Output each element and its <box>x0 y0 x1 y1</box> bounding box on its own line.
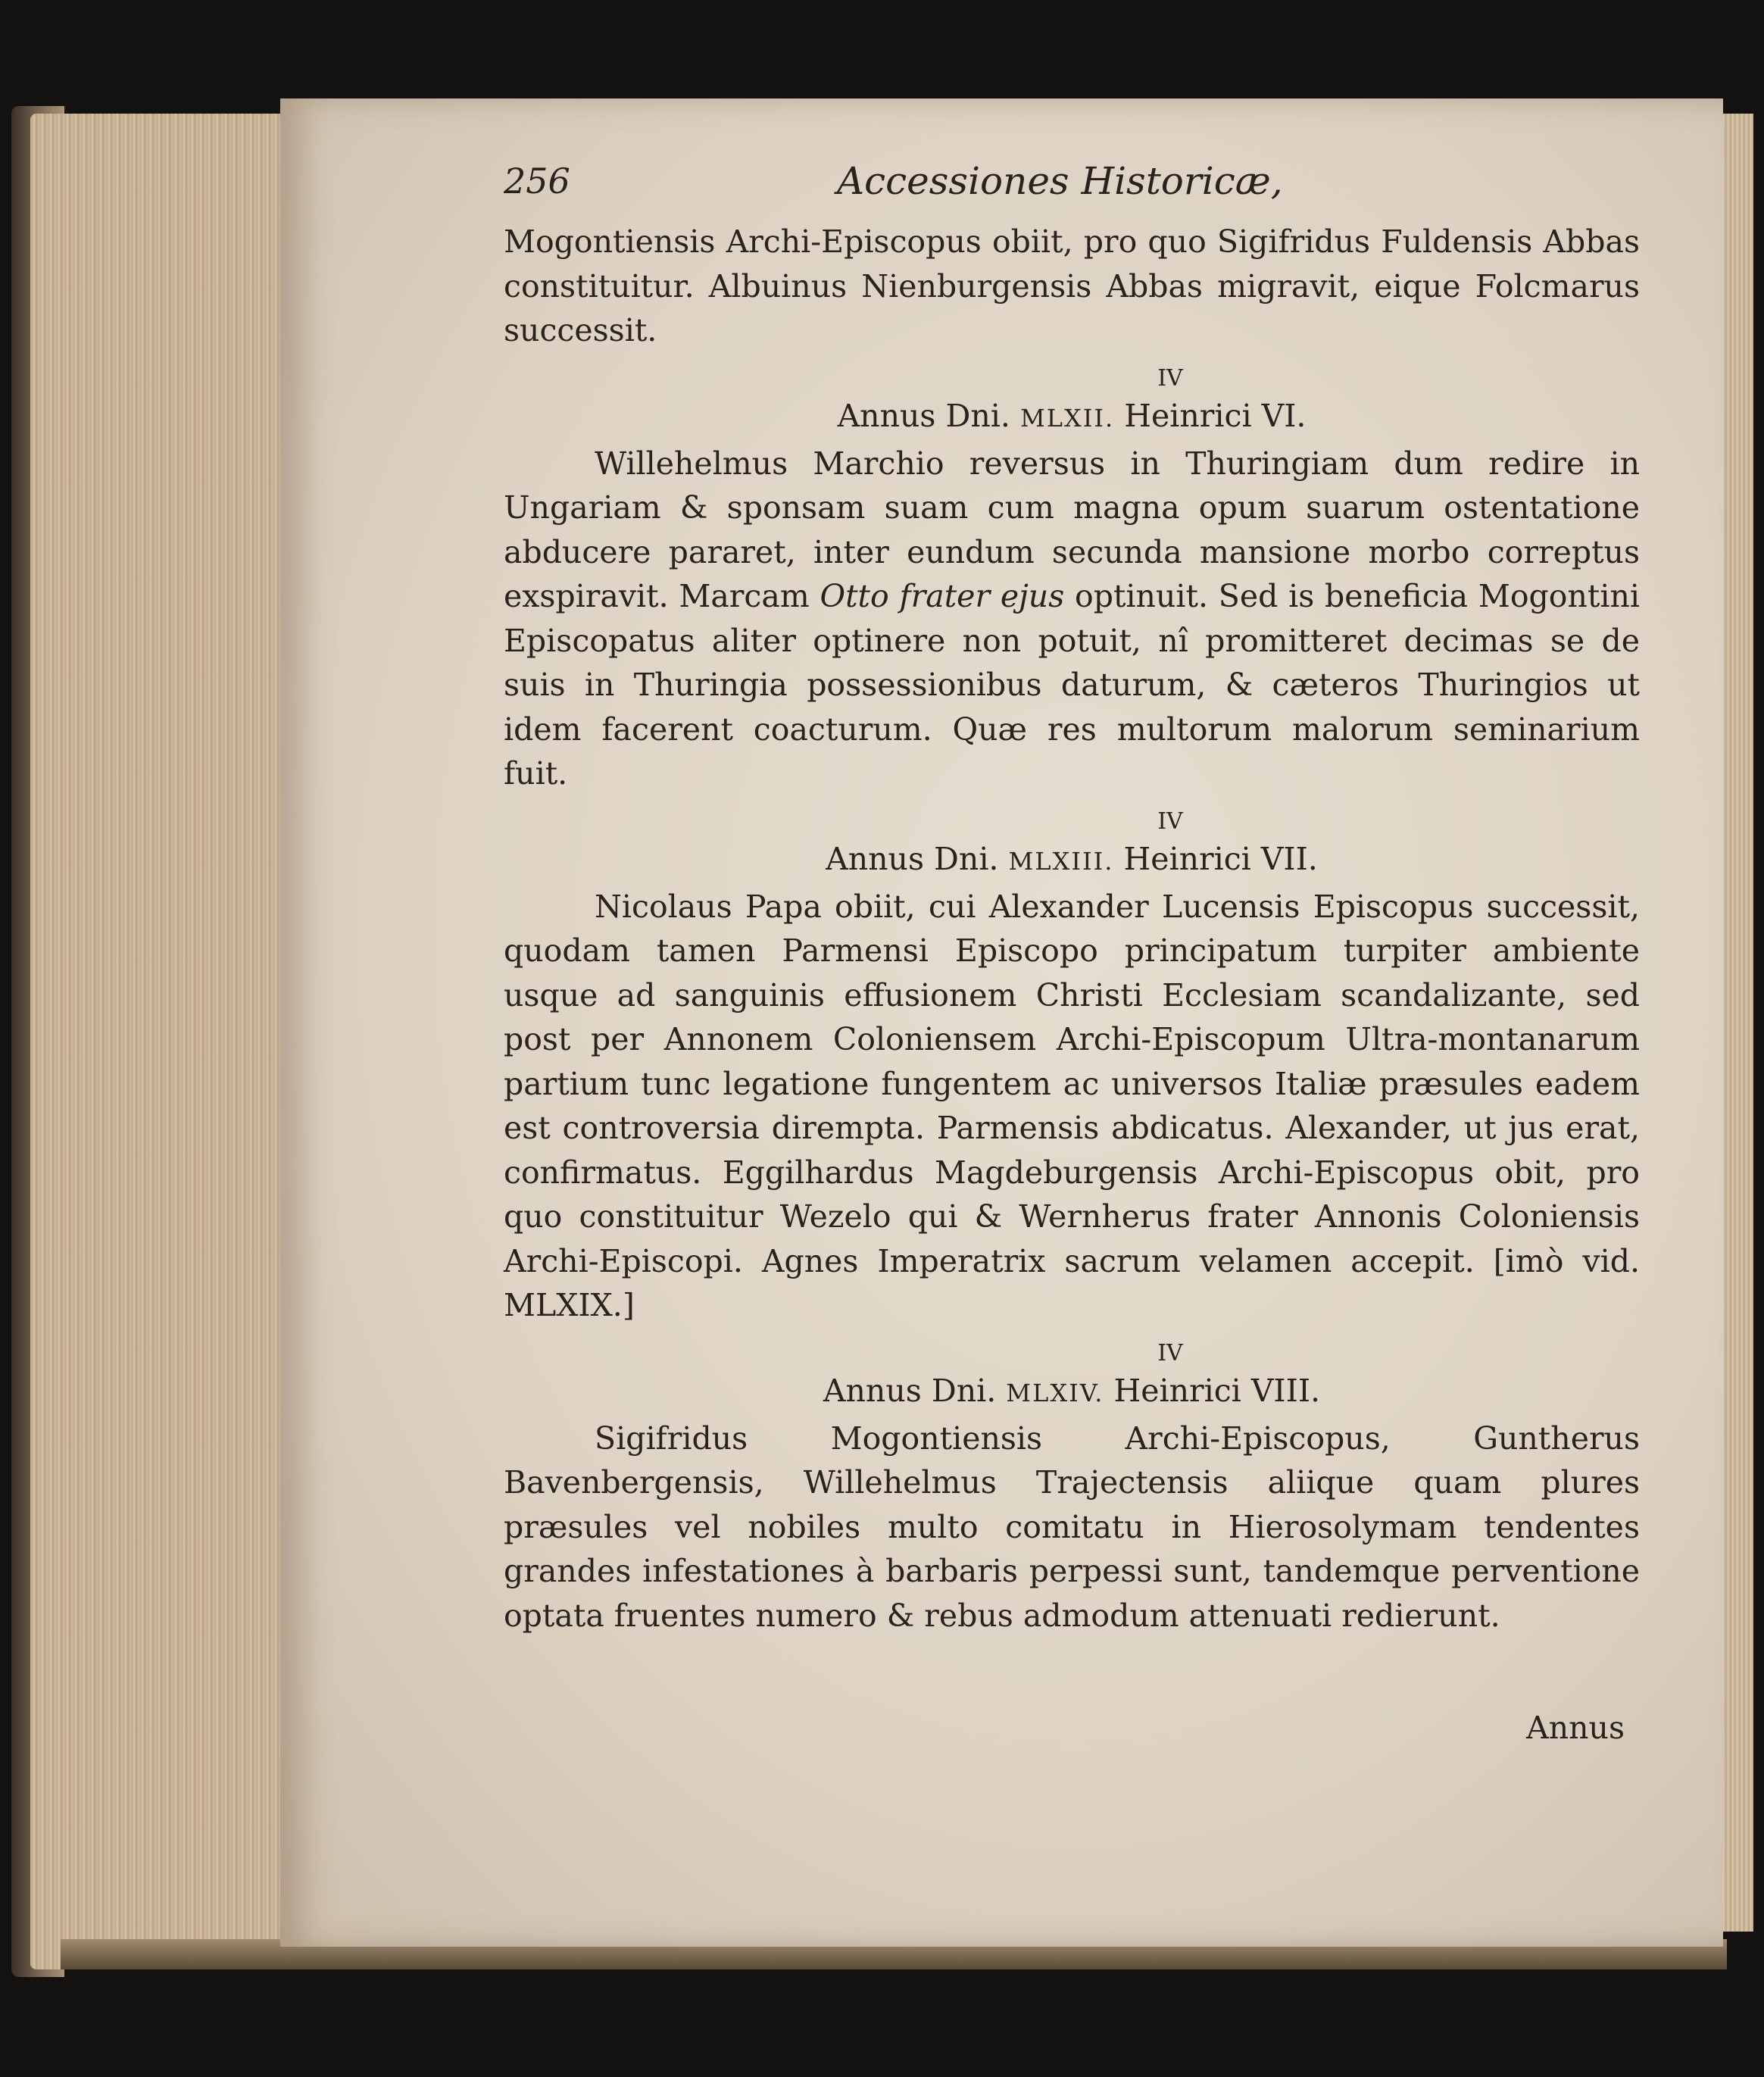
year-numeral: MLXII. <box>1019 403 1115 433</box>
year-numeral: MLXIV. <box>1006 1378 1104 1407</box>
year-marker: IV <box>1157 807 1183 835</box>
text-block <box>504 159 1640 1751</box>
year-entry <box>504 807 1640 1328</box>
year-heading <box>504 837 1640 883</box>
page-header <box>504 159 1640 220</box>
annus-label: Annus Dni. <box>823 1372 997 1409</box>
entry-paragraph: Sigifridus Mogontiensis Archi-Episcopus, Guntherus Bavenbergensis, Willehelmus Trajectensis aliique quam plures præsules vel nobiles multo comitatu in Hierosolymam tendentes grandes infestationes à barbaris perpessi sunt, tandemque perventione optata fruentes numero & rebus admodum attenuati redierunt. <box>504 1420 1640 1634</box>
page-edges-left <box>30 114 280 1969</box>
entry-italic-text: Otto frater ejus <box>820 578 1065 614</box>
year-numeral: MLXIII. <box>1008 846 1114 876</box>
year-marker: IV <box>1157 1339 1183 1366</box>
entry-paragraph <box>504 442 1640 796</box>
book-page <box>280 98 1723 1947</box>
year-heading <box>504 1369 1640 1415</box>
entry-paragraph: Nicolaus Papa obiit, cui Alexander Lucensis Episcopus successit, quodam tamen Parmensi Episcopo principatum turpiter ambiente usque ad sanguinis effusionem Christi Ecclesiam scandalizante, sed post per Annonem Coloniensem Archi-Episcopum Ultra-montanarum partium tunc legatione fungentem ac universos Italiæ præsules eadem est controversia dirempta. Parmensis abdicatus. Alexander, ut jus erat, confirmatus. Eggilhardus Magdeburgensis Archi-Episcopus obit, pro quo constituitur Wezelo qui & Wernherus frater Annonis Coloniensis Archi-Episcopi. Agnes Imperatrix sacrum velamen accepit. [imò vid. MLXIX.] <box>504 888 1640 1323</box>
reign-label: Heinrici VI. <box>1124 397 1307 434</box>
reign-label: Heinrici VIII. <box>1113 1372 1321 1409</box>
intro-paragraph: Mogontiensis Archi-Episcopus obiit, pro quo Sigifridus Fuldensis Abbas constituitur. Albuinus Nienburgensis Abbas migravit, eique Folcmarus successit. <box>504 223 1640 348</box>
catchword: Annus <box>1526 1710 1625 1746</box>
reign-label: Heinrici VII. <box>1123 840 1318 877</box>
annus-label: Annus Dni. <box>826 840 999 877</box>
page-number: 256 <box>504 161 570 201</box>
page-edges-right <box>1719 114 1753 1932</box>
annus-label: Annus Dni. <box>837 397 1010 434</box>
year-entry <box>504 1338 1640 1638</box>
entry-text-continued: optinuit. Sed is beneficia Mogontini Episcopatus aliter optinere non potuit, nî promitteret decimas se de suis in Thuringia possessionibus daturum, & cæteros Thuringios ut idem facerent coacturum. Quæ res multorum malorum seminarium fuit. <box>504 578 1640 792</box>
year-entry <box>504 364 1640 796</box>
year-heading <box>504 394 1640 440</box>
entry-text: Willehelmus Marchio reversus in Thuringiam dum redire in Ungariam & sponsam suam cum magna opum suarum ostentatione abducere pararet, inter eundum secunda mansione morbo correptus exspiravit. Marcam <box>504 445 1640 614</box>
running-title: Accessiones Historicæ, <box>837 159 1283 203</box>
year-marker: IV <box>1157 364 1183 392</box>
